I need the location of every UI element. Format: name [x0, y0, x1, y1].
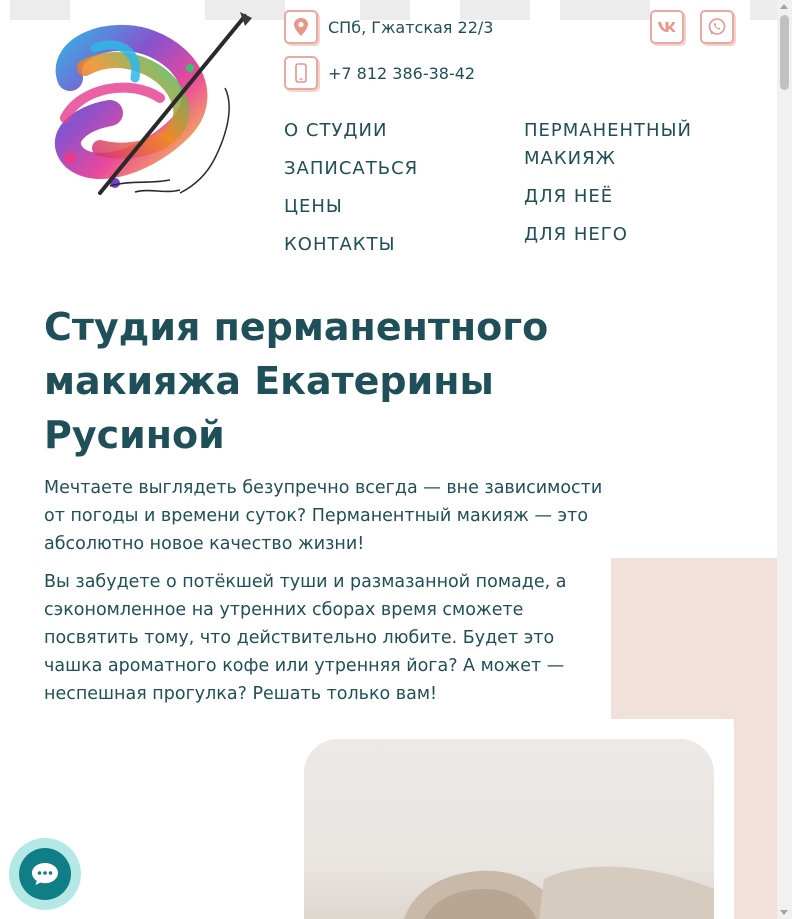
smartphone-icon: [284, 56, 318, 90]
scroll-up-arrow-icon[interactable]: [780, 4, 788, 9]
main-nav-left: [284, 117, 418, 269]
chat-widget-inner: [19, 848, 71, 900]
vertical-scrollbar[interactable]: [777, 0, 792, 919]
main-nav-right: [524, 117, 724, 259]
chat-widget-button[interactable]: [9, 838, 81, 910]
description-paragraph: Вы забудете о потёкшей туши и размазанной помаде, а сэкономленное на утренних сборах время сможете посвятить тому, что действительно любите. Будет это чашка ароматного кофе или утренняя йога? А может — неспешная прогулка? Решать только вам!: [44, 572, 567, 704]
scroll-down-arrow-icon[interactable]: [780, 910, 788, 915]
address-contact[interactable]: [284, 10, 493, 44]
phone-text: +7 812 386-38-42: [328, 63, 476, 83]
nav-item-permanent-makeup[interactable]: ПЕРМАНЕНТНЫЙ МАКИЯЖ: [524, 120, 692, 169]
nav-item-for-her[interactable]: ДЛЯ НЕЁ: [524, 186, 614, 207]
vk-icon[interactable]: [650, 10, 684, 44]
scrollbar-thumb[interactable]: [780, 15, 789, 90]
hero-photo: [304, 739, 714, 919]
nav-item-about[interactable]: О СТУДИИ: [284, 120, 388, 141]
nav-item-prices[interactable]: ЦЕНЫ: [284, 196, 343, 217]
phone-contact[interactable]: [284, 56, 475, 90]
chat-bubble-icon: [30, 861, 60, 887]
page-title: Студия перманентного макияжа Екатерины Русиной: [44, 305, 549, 457]
whatsapp-icon[interactable]: [700, 10, 734, 44]
address-text: СПб, Гжатская 22/3: [328, 17, 494, 37]
intro-paragraph: Мечтаете выглядеть безупречно всегда — вне зависимости от погоды и времени суток? Перманентный макияж — это абсолютно новое качество жизни!: [44, 478, 603, 554]
nav-item-contacts[interactable]: КОНТАКТЫ: [284, 234, 396, 255]
nav-item-signup[interactable]: ЗАПИСАТЬСЯ: [284, 158, 419, 179]
studio-logo[interactable]: [40, 8, 260, 208]
location-pin-icon: [284, 10, 318, 44]
nav-item-for-him[interactable]: ДЛЯ НЕГО: [524, 224, 628, 245]
